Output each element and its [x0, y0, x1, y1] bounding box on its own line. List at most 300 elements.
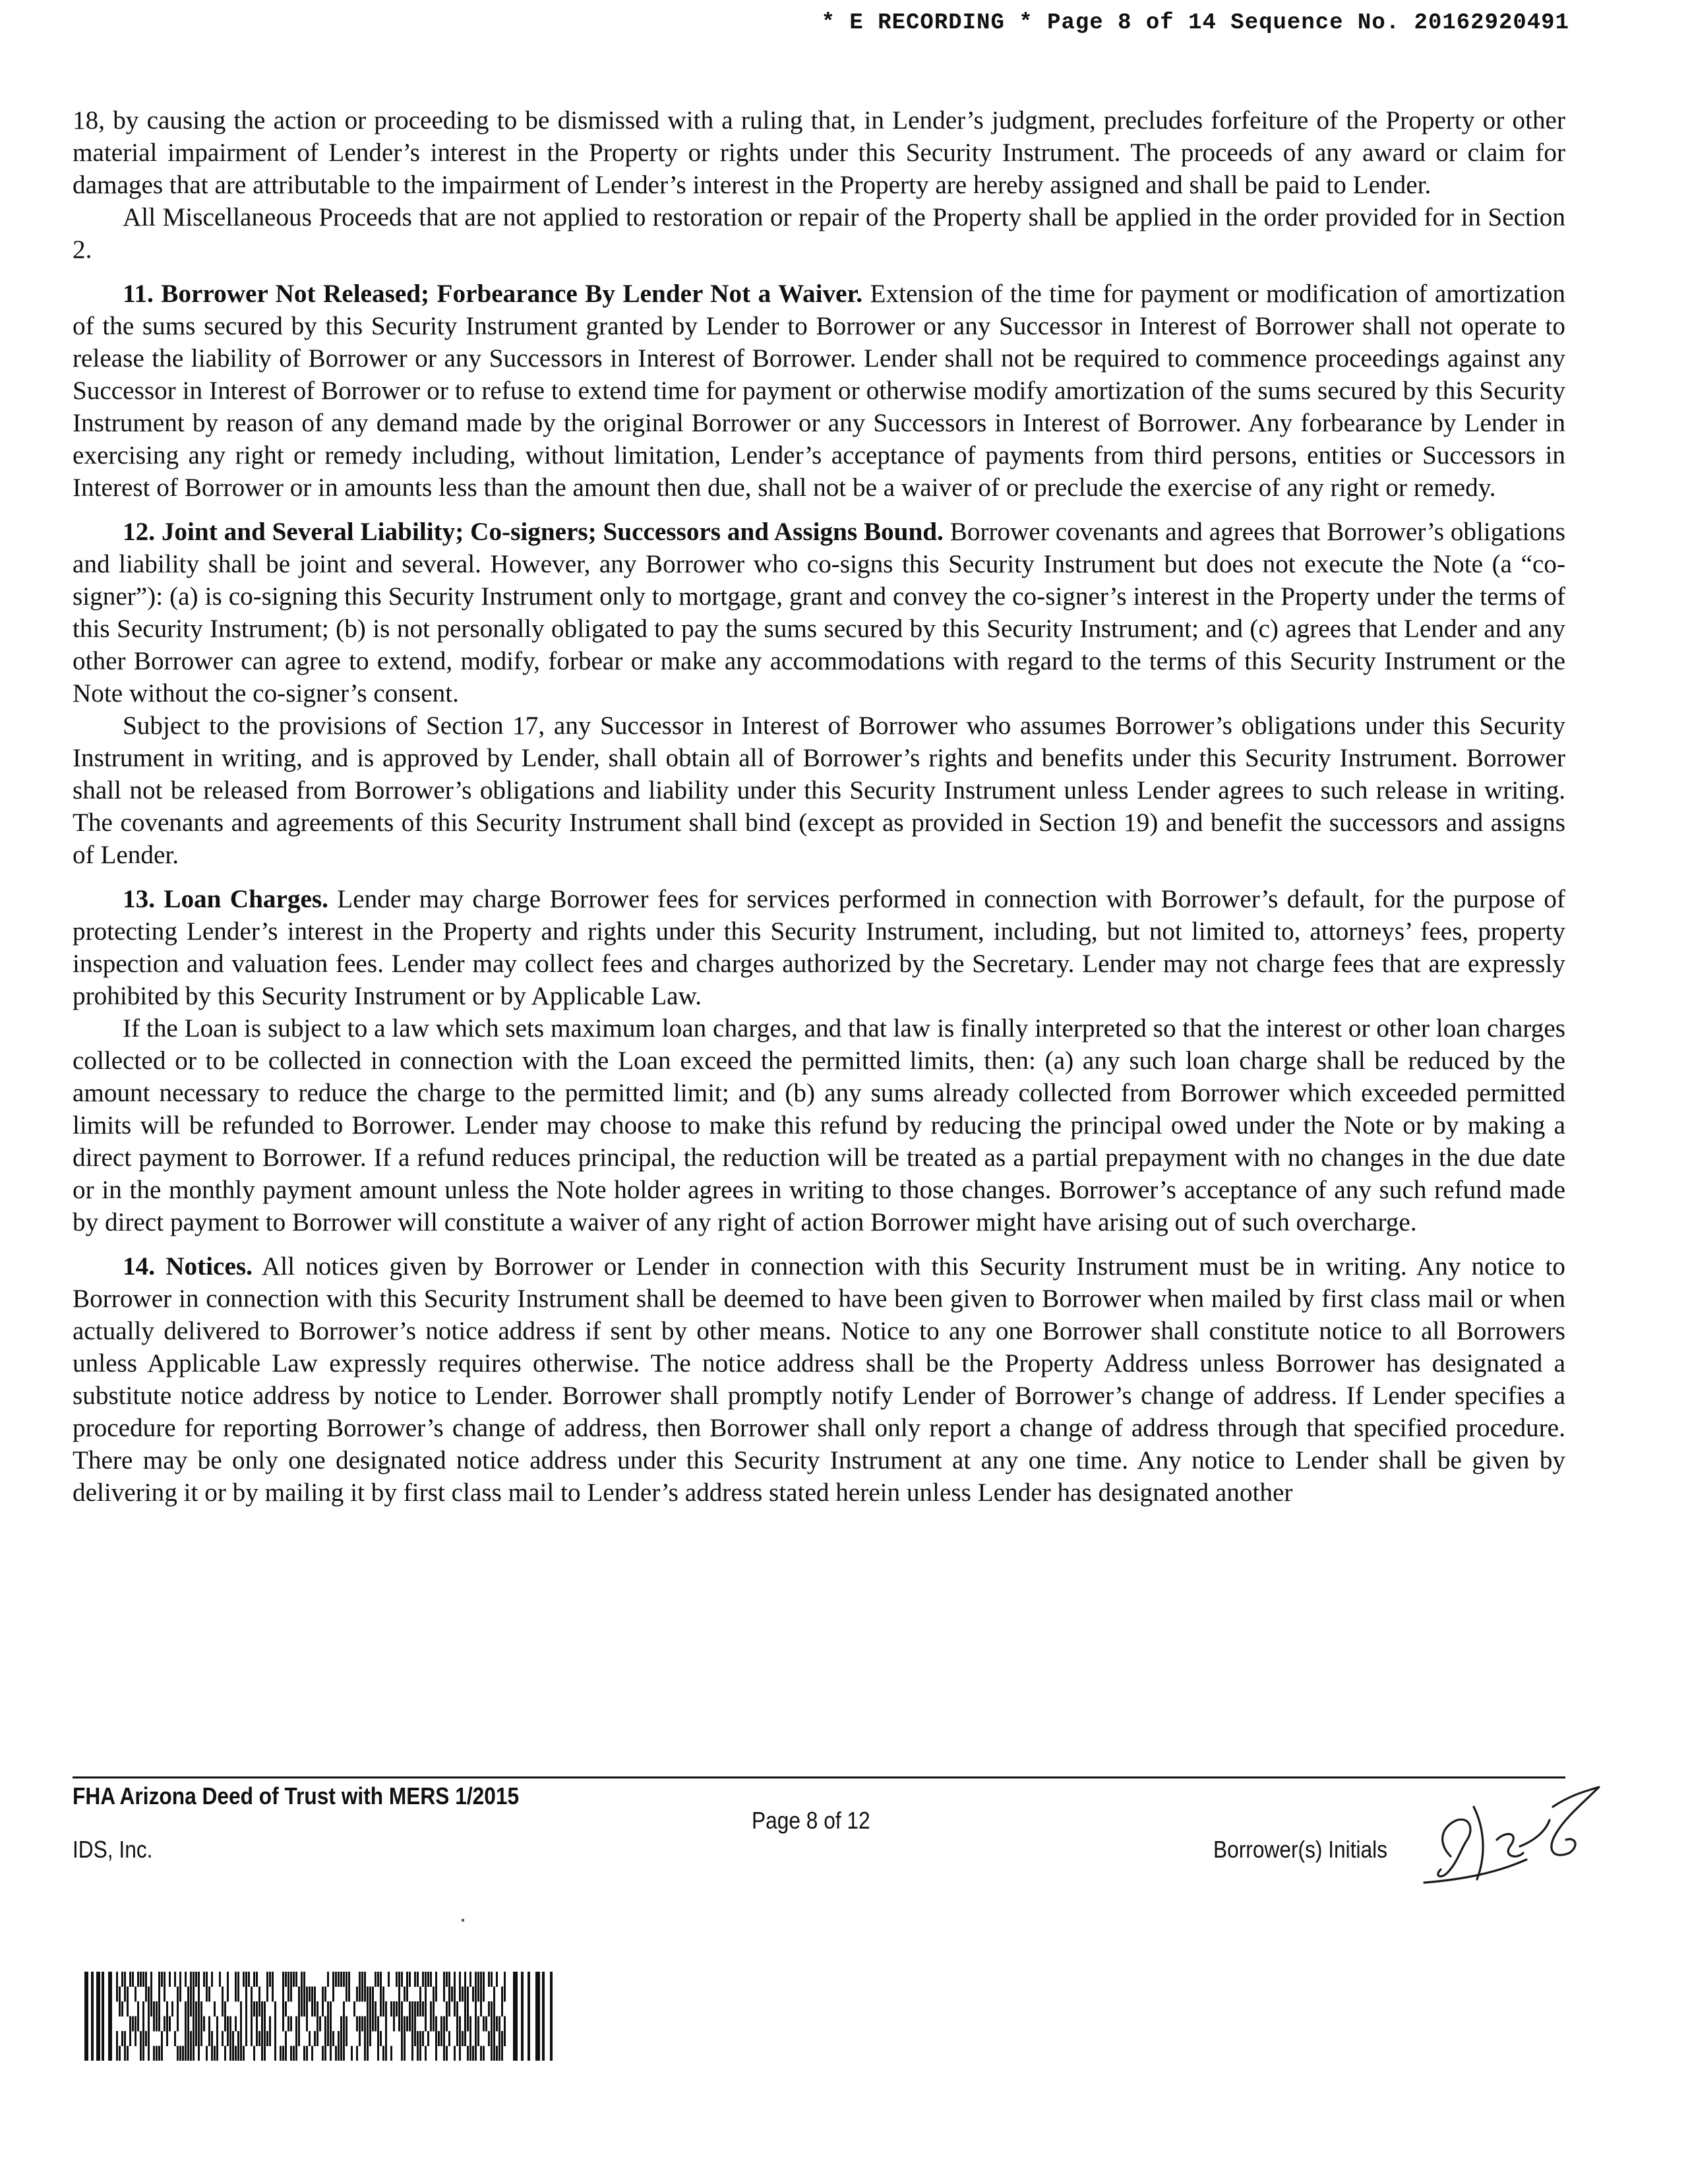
barcode-bar — [359, 1972, 361, 1987]
barcode-bar — [493, 2001, 495, 2017]
barcode-bar — [185, 1972, 187, 1987]
barcode-bar — [214, 2046, 216, 2061]
barcode-bar — [124, 2031, 126, 2046]
barcode-bar — [488, 2031, 490, 2046]
barcode-bar — [425, 1972, 427, 1987]
barcode-bar — [361, 2017, 363, 2032]
barcode-bar — [477, 1987, 479, 2002]
barcode-bar — [200, 2001, 202, 2017]
barcode-bar — [224, 2017, 226, 2032]
barcode-bar — [166, 2017, 168, 2032]
paragraph-successors — [73, 710, 1565, 871]
recording-stamp: * E RECORDING * Page 8 of 14 Sequence No. 20162920491 — [821, 11, 1569, 36]
barcode-bar — [248, 1972, 250, 1987]
paragraph-text: All Miscellaneous Proceeds that are not applied to restoration or repair of the Property shall be applied in the order provided for in Section 2. — [73, 203, 1565, 264]
section-12 — [73, 516, 1565, 710]
barcode-bar — [327, 2001, 329, 2017]
barcode-bar — [404, 1987, 406, 2002]
barcode-bar — [309, 2031, 311, 2046]
barcode-bar — [227, 2031, 229, 2046]
barcode-bar — [417, 2001, 419, 2017]
barcode-bar — [190, 2001, 192, 2017]
barcode-bar — [414, 2017, 416, 2032]
barcode-bar — [327, 2017, 329, 2032]
barcode-bar — [137, 2017, 139, 2032]
barcode-bar — [483, 2046, 485, 2061]
barcode-bar — [142, 2017, 144, 2032]
barcode-bar — [314, 2001, 316, 2017]
barcode-bar — [216, 2017, 218, 2032]
barcode-bar — [353, 2001, 355, 2017]
barcode-bar — [227, 1972, 229, 1987]
barcode-bar — [306, 1987, 308, 2002]
barcode-bar — [364, 2046, 366, 2061]
barcode-bar — [135, 2017, 136, 2032]
paragraph-text: Lender may charge Borrower fees for services performed in connection with Borrower’s default, for the purpose of protecting Lender’s interest in the Property and rights under this Security Instrument, including, but not limited to, attorneys’ fees, property inspection and valuation fees. Lender may collect fees and charges authorized by the Secretary. Lender may not charge fees that are expressly prohibited by this Security Instrument or by Applicable Law. — [73, 885, 1565, 1010]
barcode-bar — [322, 1987, 324, 2002]
barcode-bar — [433, 1987, 435, 2002]
barcode-bar — [448, 1972, 450, 1987]
barcode-bar — [332, 1972, 334, 1987]
barcode — [84, 1972, 559, 2061]
barcode-bar — [222, 2031, 224, 2046]
barcode-bar — [435, 2046, 437, 2061]
barcode-bar — [140, 1972, 142, 1987]
barcode-bar — [261, 2001, 263, 2017]
barcode-bar — [127, 2001, 129, 2017]
barcode-bar — [485, 2017, 487, 2032]
barcode-bar — [198, 1972, 200, 1987]
barcode-bar — [351, 2046, 353, 2061]
barcode-bar — [102, 1972, 104, 2061]
barcode-bar — [298, 2001, 300, 2017]
barcode-bar — [298, 1987, 300, 2002]
barcode-bar — [491, 1972, 493, 1987]
barcode-bar — [324, 1987, 326, 2002]
barcode-bar — [311, 2046, 313, 2061]
barcode-bar — [464, 1972, 466, 1987]
barcode-bar — [498, 2031, 500, 2046]
barcode-bar — [446, 1972, 448, 1987]
barcode-bar — [127, 2046, 129, 2061]
barcode-bar — [227, 2017, 229, 2032]
barcode-bar — [464, 2031, 466, 2046]
barcode-bar — [380, 1987, 382, 2002]
barcode-bar — [480, 1972, 482, 1987]
barcode-bar — [375, 2017, 377, 2032]
barcode-bar — [158, 2001, 160, 2017]
barcode-bar — [427, 1972, 429, 1987]
barcode-bar — [521, 1972, 524, 2061]
barcode-bar — [179, 1972, 181, 1987]
barcode-bar — [187, 2001, 189, 2017]
barcode-bar — [404, 2046, 406, 2061]
barcode-bar — [330, 2031, 332, 2046]
barcode-bar — [290, 2046, 292, 2061]
barcode-bar — [164, 2017, 166, 2032]
barcode-bar — [480, 2046, 482, 2061]
paragraph-loan-limits — [73, 1012, 1565, 1238]
barcode-bar — [435, 1972, 437, 1987]
barcode-bar — [364, 2017, 366, 2032]
barcode-bar — [142, 1972, 144, 1987]
barcode-bar — [491, 2046, 493, 2061]
barcode-bar — [150, 1972, 152, 1987]
barcode-bar — [459, 1987, 461, 2002]
barcode-bar — [480, 1987, 482, 2002]
barcode-bar — [240, 2001, 242, 2017]
barcode-bar — [211, 1972, 213, 1987]
barcode-bar — [216, 2031, 218, 2046]
signature-stroke — [1552, 1787, 1599, 1855]
section-heading: 14. Notices. — [123, 1252, 253, 1281]
barcode-bar — [145, 1987, 147, 2002]
barcode-bar — [251, 2031, 253, 2046]
barcode-bar — [513, 1972, 518, 2061]
barcode-bar — [116, 1972, 118, 1987]
barcode-bar — [377, 2017, 379, 2032]
barcode-bar — [251, 1987, 253, 2002]
barcode-bar — [208, 2017, 210, 2032]
barcode-bar — [440, 2017, 442, 2032]
barcode-bar — [258, 2001, 260, 2017]
barcode-bar — [456, 2031, 458, 2046]
barcode-bar — [237, 2046, 239, 2061]
barcode-bar — [285, 1972, 287, 1987]
barcode-bar — [198, 1987, 200, 2002]
paragraph-misc-proceeds — [73, 201, 1565, 266]
barcode-bar — [343, 1972, 345, 1987]
barcode-bar — [422, 1972, 424, 1987]
barcode-bar — [382, 2046, 384, 2061]
page-number: Page 8 of 12 — [752, 1807, 870, 1834]
barcode-bar — [285, 2031, 287, 2046]
barcode-bar — [200, 2017, 202, 2032]
barcode-bar — [459, 1972, 461, 1987]
barcode-bar — [446, 2017, 448, 2032]
barcode-bar — [406, 2017, 408, 2032]
barcode-bar — [203, 2017, 205, 2032]
barcode-bar — [411, 2017, 413, 2032]
barcode-bar — [245, 1972, 247, 1987]
barcode-bar — [327, 2031, 329, 2046]
barcode-bar — [187, 2017, 189, 2032]
barcode-bar — [454, 1972, 456, 1987]
barcode-bar — [303, 1987, 305, 2002]
barcode-bar — [169, 2017, 171, 2032]
barcode-bar — [469, 2046, 471, 2061]
barcode-bar — [121, 2001, 123, 2017]
barcode-bar — [372, 2017, 374, 2032]
barcode-bar — [309, 1987, 311, 2002]
barcode-bar — [409, 2001, 411, 2017]
barcode-bar — [174, 2031, 176, 2046]
barcode-bar — [179, 2046, 181, 2061]
barcode-bar — [303, 2046, 305, 2061]
barcode-bar — [272, 1972, 274, 1987]
barcode-bar — [467, 1987, 469, 2002]
barcode-bar — [132, 1972, 134, 1987]
barcode-bar — [195, 2017, 197, 2032]
barcode-bar — [493, 2046, 495, 2061]
barcode-bar — [469, 2017, 471, 2032]
barcode-bar — [330, 2017, 332, 2032]
barcode-bar — [208, 1987, 210, 2002]
barcode-bar — [140, 2046, 142, 2061]
barcode-bar — [295, 2031, 297, 2046]
barcode-bar — [142, 2001, 144, 2017]
barcode-bar — [129, 1972, 131, 1987]
barcode-bar — [498, 2017, 500, 2032]
barcode-bar — [142, 2046, 144, 2061]
barcode-bar — [121, 2031, 123, 2046]
barcode-bar — [346, 1987, 347, 2002]
barcode-bar — [84, 1972, 88, 2061]
barcode-bar — [377, 1972, 379, 1987]
paragraph-text: 18, by causing the action or proceeding to be dismissed with a ruling that, in Lender’s judgment, precludes forfeiture of the Property or other material impairment of Lender’s interest in the Property or rights under this Security Instrument. The proceeds of any award or claim for damages that are attributable to the impairment of Lender’s interest in the Property are hereby assigned and shall be paid to Lender. — [73, 106, 1565, 199]
barcode-bar — [266, 1972, 268, 1987]
barcode-bar — [135, 2031, 136, 2046]
barcode-bar — [269, 2031, 271, 2046]
barcode-bar — [372, 2001, 374, 2017]
barcode-bar — [245, 2017, 247, 2032]
barcode-bar — [179, 1987, 181, 2002]
barcode-bar — [280, 2046, 282, 2061]
barcode-bar — [367, 2001, 369, 2017]
barcode-bar — [496, 2046, 498, 2061]
barcode-bar — [190, 2046, 192, 2061]
barcode-bar — [153, 2046, 155, 2061]
barcode-bar — [185, 2046, 187, 2061]
barcode-bar — [440, 2031, 442, 2046]
barcode-bar — [361, 1972, 363, 1987]
barcode-bar — [211, 2031, 213, 2046]
barcode-bar — [187, 1987, 189, 2002]
barcode-bar — [293, 2046, 295, 2061]
barcode-bar — [443, 2017, 445, 2032]
barcode-bar — [504, 1987, 506, 2002]
barcode-bar — [235, 2017, 237, 2032]
barcode-bar — [295, 2046, 297, 2061]
barcode-bar — [266, 1987, 268, 2002]
barcode-bar — [504, 1972, 506, 1987]
barcode-bar — [243, 2046, 245, 2061]
barcode-bar — [164, 1972, 166, 1987]
barcode-bar — [359, 2017, 361, 2032]
barcode-bar — [145, 1972, 147, 1987]
barcode-bar — [459, 2046, 461, 2061]
barcode-bar — [401, 2017, 403, 2032]
barcode-bar — [401, 1972, 403, 1987]
barcode-bar — [414, 2001, 416, 2017]
barcode-bar — [338, 2046, 340, 2061]
paragraph-text: All notices given by Borrower or Lender in connection with this Security Instrument must be in writing. Any notice to Borrower in connection with this Security Instrument shall be deemed to have been given to Borrower when mailed by first class mail or when actually delivered to Borrower’s notice address if sent by other means. Notice to any one Borrower shall constitute notice to all Borrowers unless Applicable Law expressly requires otherwise. The notice address shall be the Property Address unless Borrower has designated a substitute notice address by notice to Lender. Borrower shall promptly notify Lender of Borrower’s change of address. If Lender specifies a procedure for reporting Borrower’s change of address, then Borrower shall only report a change of address through that specified procedure. There may be only one designated notice address under this Security Instrument at any one time. Any notice to Lender shall be given by delivering it or by mailing it by first class mail to Lender’s address stated herein unless Lender has designated another — [73, 1252, 1566, 1507]
barcode-bar — [369, 2017, 371, 2032]
barcode-bar — [295, 2017, 297, 2032]
barcode-bar — [467, 2017, 469, 2032]
barcode-bar — [396, 2001, 398, 2017]
barcode-bar — [316, 2031, 318, 2046]
barcode-bar — [135, 1987, 136, 2002]
barcode-bar — [195, 2031, 197, 2046]
barcode-bar — [375, 2001, 377, 2017]
section-11 — [73, 278, 1565, 504]
barcode-bar — [493, 1987, 495, 2002]
signature-stroke — [1497, 1834, 1523, 1856]
document-body — [73, 104, 1565, 1509]
barcode-bar — [285, 2001, 287, 2017]
barcode-bar — [222, 2001, 224, 2017]
barcode-bar — [464, 1987, 466, 2002]
barcode-bar — [419, 2001, 421, 2017]
barcode-bar — [208, 2031, 210, 2046]
barcode-bar — [343, 2031, 345, 2046]
signature-stroke — [1520, 1820, 1550, 1846]
barcode-bar — [456, 2017, 458, 2032]
barcode-bar — [346, 2031, 347, 2046]
barcode-bar — [451, 1987, 453, 2002]
barcode-bar — [264, 2031, 266, 2046]
barcode-bar — [195, 2001, 197, 2017]
barcode-bar — [124, 1972, 126, 1987]
barcode-bar — [198, 2046, 200, 2061]
barcode-bar — [258, 1987, 260, 2002]
barcode-bar — [475, 1987, 477, 2002]
barcode-bar — [504, 2017, 506, 2032]
barcode-bar — [496, 2017, 498, 2032]
barcode-bar — [187, 2031, 189, 2046]
barcode-bar — [119, 2046, 121, 2061]
barcode-bar — [501, 2046, 503, 2061]
barcode-bar — [393, 2017, 395, 2032]
barcode-bar — [232, 2046, 234, 2061]
barcode-bar — [388, 1972, 390, 1987]
barcode-bar — [177, 2017, 179, 2032]
barcode-bar — [369, 1987, 371, 2002]
barcode-bar — [177, 2001, 179, 2017]
barcode-bar — [443, 2046, 445, 2061]
barcode-bar — [401, 2046, 403, 2061]
barcode-bar — [290, 1987, 292, 2002]
barcode-bar — [256, 2001, 258, 2017]
barcode-bar — [150, 2001, 152, 2017]
barcode-bar — [483, 1972, 485, 1987]
barcode-bar — [158, 2017, 160, 2032]
barcode-bar — [116, 2046, 118, 2061]
barcode-bar — [430, 1972, 432, 1987]
barcode-bar — [264, 2017, 266, 2032]
barcode-bar — [124, 2046, 126, 2061]
barcode-bar — [404, 2031, 406, 2046]
barcode-bar — [501, 1987, 503, 2002]
barcode-bar — [251, 2001, 253, 2017]
barcode-bar — [193, 2031, 195, 2046]
barcode-bar — [448, 1987, 450, 2002]
barcode-bar — [446, 2046, 448, 2061]
barcode-bar — [359, 1987, 361, 2002]
barcode-bar — [435, 2017, 437, 2032]
barcode-bar — [401, 2001, 403, 2017]
barcode-bar — [282, 2046, 284, 2061]
barcode-bar — [287, 2017, 289, 2032]
barcode-bar — [161, 1972, 163, 1987]
barcode-bar — [504, 2031, 506, 2046]
barcode-bar — [219, 1972, 221, 1987]
barcode-bar — [430, 2017, 432, 2032]
barcode-bar — [330, 2046, 332, 2061]
barcode-bar — [385, 2046, 387, 2061]
barcode-bar — [214, 2001, 216, 2017]
barcode-bar — [319, 2017, 321, 2032]
barcode-bar — [287, 1972, 289, 1987]
barcode-bar — [187, 2046, 189, 2061]
barcode-bar — [475, 2001, 477, 2017]
barcode-bar — [200, 2031, 202, 2046]
barcode-bar — [298, 2017, 300, 2032]
barcode-bar — [148, 2017, 150, 2032]
barcode-bar — [324, 2017, 326, 2032]
barcode-bar — [145, 2031, 147, 2046]
barcode-bar — [303, 2001, 305, 2017]
barcode-bar — [498, 2046, 500, 2061]
barcode-bar — [237, 1987, 239, 2002]
barcode-bar — [124, 1987, 126, 2002]
barcode-bar — [227, 1987, 229, 2002]
barcode-bar — [119, 1987, 121, 2002]
barcode-bar — [301, 1972, 303, 1987]
barcode-bar — [338, 1972, 340, 1987]
barcode-bar — [425, 2001, 427, 2017]
barcode-bar — [177, 2046, 179, 2061]
barcode-bar — [398, 1987, 400, 2002]
barcode-bar — [330, 2001, 332, 2017]
barcode-bar — [475, 1972, 477, 1987]
barcode-bar — [422, 2031, 424, 2046]
barcode-bar — [338, 2031, 340, 2046]
barcode-bar — [398, 2017, 400, 2032]
barcode-bar — [282, 2001, 284, 2017]
barcode-bar — [245, 2031, 247, 2046]
barcode-bar — [462, 2031, 464, 2046]
barcode-bar — [496, 1972, 498, 1987]
barcode-bar — [454, 2046, 456, 2061]
barcode-bar — [340, 2046, 342, 2061]
barcode-bar — [550, 1972, 553, 2061]
barcode-bar — [448, 2001, 450, 2017]
barcode-bar — [185, 2001, 187, 2017]
barcode-bar — [528, 1972, 530, 2061]
barcode-bar — [459, 2031, 461, 2046]
barcode-bar — [237, 1972, 239, 1987]
barcode-bar — [195, 1972, 197, 1987]
barcode-bar — [454, 2001, 456, 2017]
barcode-bar — [235, 2046, 237, 2061]
barcode-bar — [306, 2046, 308, 2061]
barcode-bar — [253, 2046, 255, 2061]
barcode-bar — [290, 1972, 292, 1987]
barcode-bar — [256, 2017, 258, 2032]
barcode-bar — [459, 2017, 461, 2032]
barcode-bar — [303, 1972, 305, 1987]
barcode-bar — [367, 2031, 369, 2046]
barcode-bar — [409, 1972, 411, 1987]
barcode-bar — [367, 2046, 369, 2061]
barcode-bar — [240, 2031, 242, 2046]
barcode-bar — [306, 2001, 308, 2017]
barcode-bar — [332, 2031, 334, 2046]
barcode-bar — [137, 1972, 139, 1987]
barcode-bar — [229, 2046, 231, 2061]
